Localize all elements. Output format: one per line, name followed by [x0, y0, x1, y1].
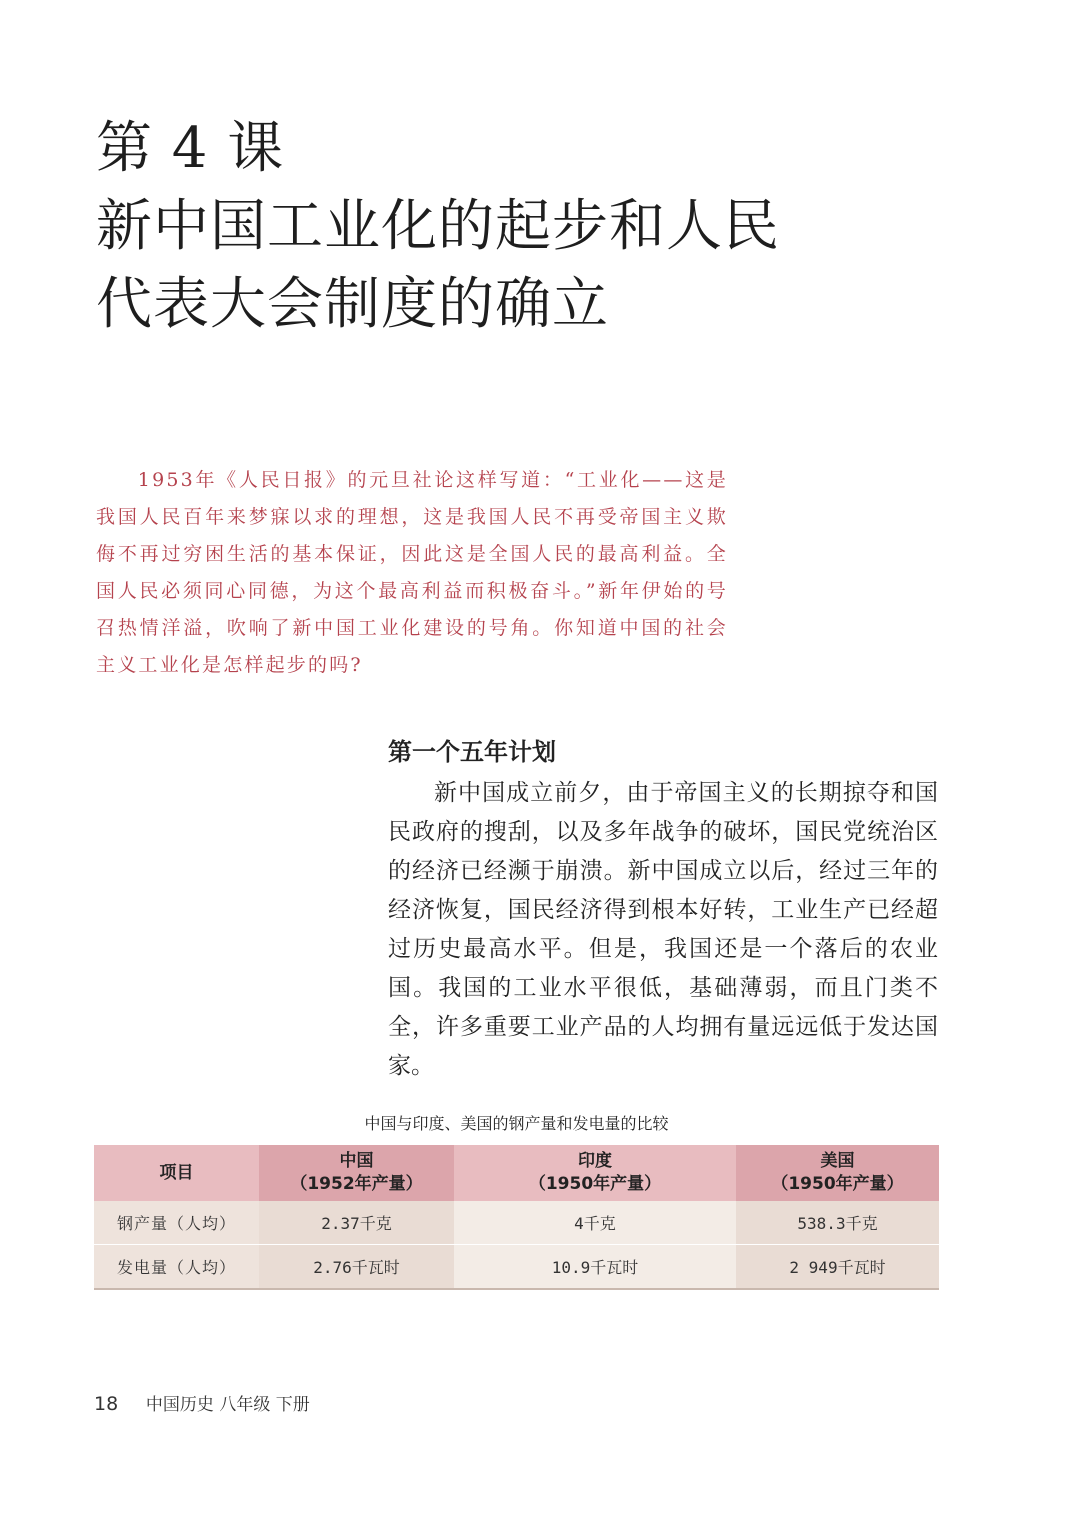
lesson-number: 第 4 课 [96, 116, 285, 181]
header-usa-label: 美国 [820, 1151, 855, 1171]
header-item [94, 1145, 259, 1201]
cell-india: 10.9千瓦时 [454, 1245, 736, 1290]
cell-china: 2.76千瓦时 [259, 1245, 454, 1290]
table-row [94, 1245, 939, 1290]
row-item-label: 发电量（人均） [94, 1245, 259, 1290]
table-header-row [94, 1145, 939, 1201]
body-text [388, 774, 938, 1086]
page-footer [94, 1390, 310, 1415]
header-india-label: 印度 [578, 1151, 612, 1171]
header-usa [736, 1145, 939, 1201]
header-india-sub: （1950年产量） [528, 1174, 662, 1194]
cell-usa: 2 949千瓦时 [736, 1245, 939, 1290]
book-title: 中国历史 八年级 下册 [145, 1395, 310, 1415]
table-caption: 中国与印度、美国的钢产量和发电量的比较 [364, 1114, 669, 1133]
intro-text: 1953年《人民日报》的元旦社论这样写道：“工业化——这是我国人民百年来梦寐以求的理想，这是我国人民不再受帝国主义欺侮不再过穷困生活的基本保证，因此这是全国人民的最高利益。全国人民必须同心同德，为这个最高利益而积极奋斗。”新年伊始的号召热情洋溢，吹响了新中国工业化建设的号角。你知道中国的社会主义工业化是怎样起步的吗? [96, 469, 728, 676]
row-item-label: 钢产量（人均） [94, 1201, 259, 1245]
section-heading: 第一个五年计划 [388, 738, 556, 766]
intro-passage [96, 462, 728, 684]
lesson-title-line-2: 代表大会制度的确立 [96, 272, 609, 337]
header-china [259, 1145, 454, 1201]
header-usa-sub: （1950年产量） [771, 1174, 904, 1194]
cell-usa: 538.3千克 [736, 1201, 939, 1245]
cell-india: 4千克 [454, 1201, 736, 1245]
header-china-label: 中国 [339, 1151, 374, 1171]
page-number: 18 [94, 1393, 119, 1415]
table-row [94, 1201, 939, 1245]
comparison-table [94, 1145, 939, 1290]
lesson-title [96, 110, 780, 344]
lesson-title-line-1: 新中国工业化的起步和人民 [96, 194, 780, 259]
header-item-label: 项目 [159, 1162, 194, 1183]
header-india [454, 1145, 736, 1201]
header-china-sub: （1952年产量） [290, 1174, 423, 1194]
body-paragraph: 新中国成立前夕，由于帝国主义的长期掠夺和国民政府的搜刮，以及多年战争的破坏，国民党统治区的经济已经濒于崩溃。新中国成立以后，经过三年的经济恢复，国民经济得到根本好转，工业生产已经超过历史最高水平。但是，我国还是一个落后的农业国。我国的工业水平很低，基础薄弱，而且门类不全，许多重要工业产品的人均拥有量远远低于发达国家。 [388, 780, 938, 1079]
cell-china: 2.37千克 [259, 1201, 454, 1245]
